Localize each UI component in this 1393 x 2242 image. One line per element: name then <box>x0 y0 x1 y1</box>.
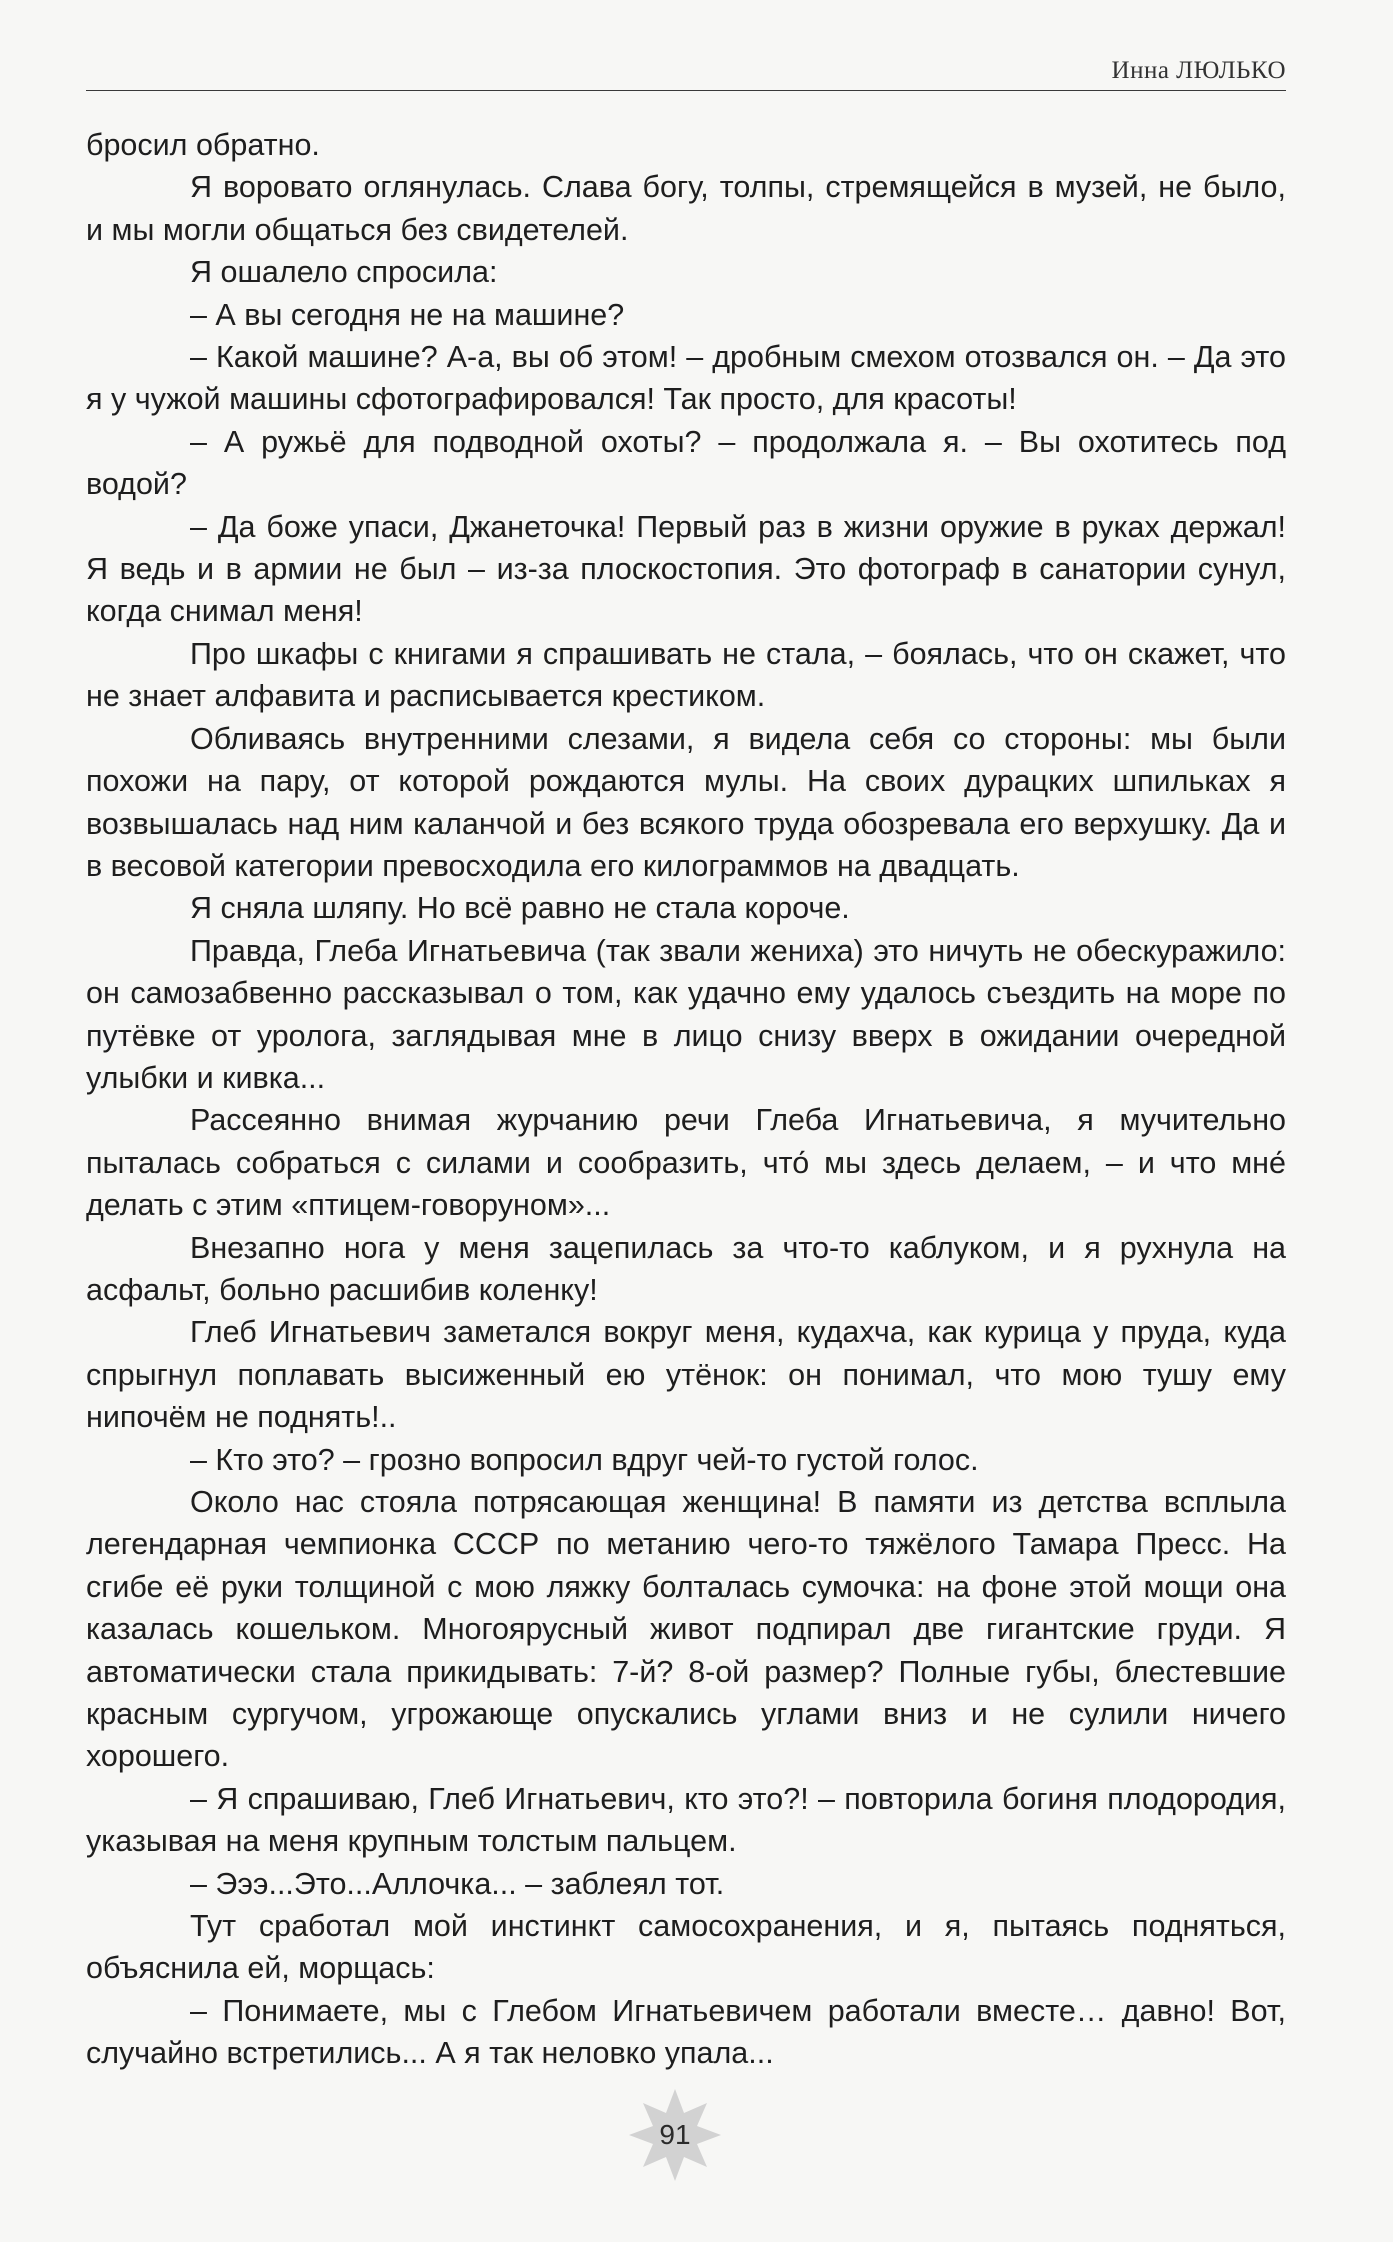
paragraph: – Какой машине? А-а, вы об этом! – дробным смехом отозвался он. – Да это я у чужой машины сфотографировался! Так просто, для красоты! <box>86 340 1286 417</box>
paragraph: – А ружьё для подводной охоты? – продолжала я. – Вы охотитесь под водой? <box>86 424 1286 502</box>
paragraph: бросил обратно. <box>86 128 320 162</box>
paragraph: Внезапно нога у меня зацепилась за что-то каблуком, и я рухнула на асфальт, больно расшибив коленку! <box>86 1230 1286 1307</box>
paragraph: – Да боже упаси, Джанеточка! Первый раз в жизни оружие в руках держал! Я ведь и в армии не был – из-за плоскостопия. Это фотограф в санатории сунул, когда снимал меня! <box>86 509 1286 629</box>
paragraph: – Эээ...Это...Аллочка... – заблеял тот. <box>190 1866 725 1901</box>
paragraph: Про шкафы с книгами я спрашивать не стала, – боялась, что он скажет, что не знает алфавита и расписывается крестиком. <box>86 636 1286 714</box>
page-number-badge <box>625 2085 725 2185</box>
paragraph: Глеб Игнатьевич заметался вокруг меня, кудахча, как курица у пруда, куда спрыгнул поплавать высиженный ею утёнок: он понимал, что мою тушу ему нипочём не поднять!.. <box>86 1315 1286 1435</box>
header-rule <box>86 90 1286 91</box>
paragraph: Я сняла шляпу. Но всё равно не стала короче. <box>190 891 850 926</box>
paragraph: – А вы сегодня не на машине? <box>190 297 625 332</box>
body-text <box>86 124 1286 2075</box>
header-author: Инна ЛЮЛЬКО <box>1111 57 1286 84</box>
paragraph: – Понимаете, мы с Глебом Игнатьевичем работали вместе… давно! Вот, случайно встретились... А я так неловко упала... <box>86 1993 1286 2071</box>
paragraph: – Кто это? – грозно вопросил вдруг чей-то густой голос. <box>190 1442 979 1477</box>
paragraph: Около нас стояла потрясающая женщина! В памяти из детства всплыла легендарная чемпионка СССР по метанию чего-то тяжёлого Тамара Пресс. На сгибе её руки толщиной с мою ляжку болталась сумочка: на фоне этой мощи она казалась кошельком. Многоярусный живот подпирал две гигантские груди. Я автоматически стала прикидывать: 7-й? 8-ой размер? Полные губы, блестевшие красным сургучом, угрожающе опускались углами вниз и не сулили ничего хорошего. <box>86 1485 1286 1774</box>
paragraph: Правда, Глеба Игнатьевича (так звали жениха) это ничуть не обескуражило: он самозабвенно рассказывал о том, как удачно ему удалось съездить на море по путёвке от уролога, заглядывая мне в лицо снизу вверх в ожидании очередной улыбки и кивка... <box>86 933 1286 1095</box>
running-header <box>86 55 1286 91</box>
paragraph: Обливаясь внутренними слезами, я видела себя со стороны: мы были похожи на пару, от которой рождаются мулы. На своих дурацких шпильках я возвышалась над ним каланчой и без всякого труда обозревала его верхушку. Да и в весовой категории превосходила его килограммов на двадцать. <box>86 721 1286 883</box>
paragraph: Я воровато оглянулась. Слава богу, толпы, стремящейся в музей, не было, и мы могли общаться без свидетелей. <box>86 170 1286 247</box>
page-number: 91 <box>659 2119 691 2150</box>
paragraph: Я ошалело спросила: <box>190 255 498 290</box>
paragraph: Тут сработал мой инстинкт самосохранения, и я, пытаясь подняться, объяснила ей, морщась: <box>86 1909 1286 1986</box>
paragraph: Рассеянно внимая журчанию речи Глеба Игнатьевича, я мучительно пыталась собраться с силами и сообразить, что́ мы здесь делаем, – и что мне́ делать с этим «птицем-говоруном»... <box>86 1103 1286 1223</box>
paragraph: – Я спрашиваю, Глеб Игнатьевич, кто это?! – повторила богиня плодородия, указывая на меня крупным толстым пальцем. <box>86 1781 1286 1859</box>
